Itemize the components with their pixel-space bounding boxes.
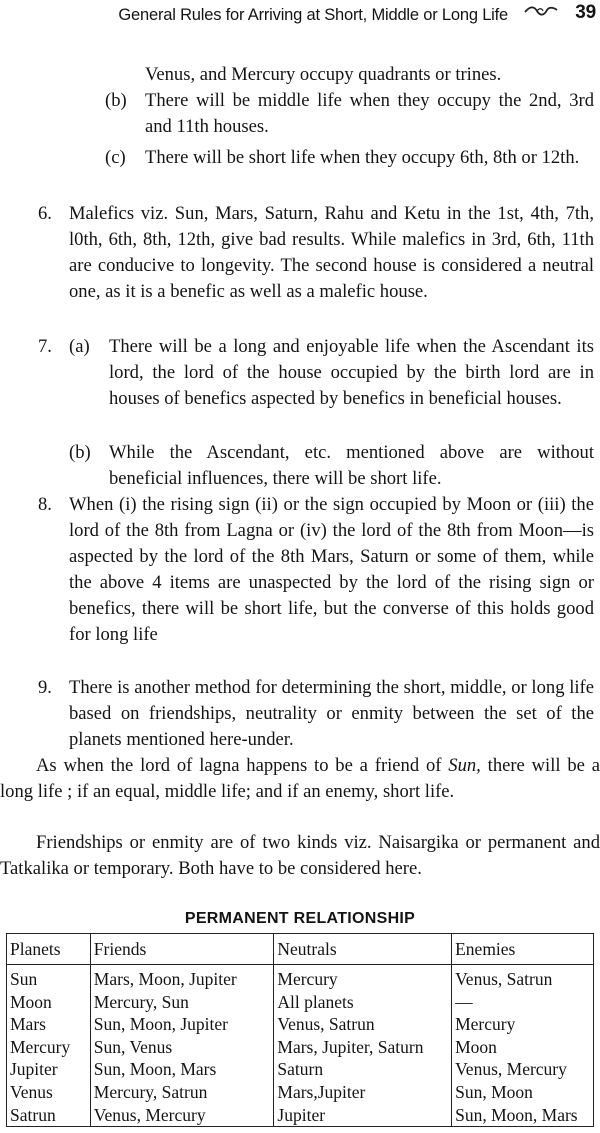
item-number: 6. xyxy=(38,203,52,224)
relationship-table xyxy=(6,933,594,1127)
cell-planet: Jupiter xyxy=(7,1058,91,1081)
cell-planet: Mercury xyxy=(7,1036,91,1059)
table-row xyxy=(7,1081,594,1104)
cell-friends: Mercury, Satrun xyxy=(90,1081,274,1104)
item-7 xyxy=(38,334,594,412)
column-header-enemies: Enemies xyxy=(452,934,594,965)
column-header-planets: Planets xyxy=(7,934,91,965)
cell-neutrals: Saturn xyxy=(274,1058,452,1081)
table-row xyxy=(7,1058,594,1081)
item-text: There is another method for determining the short, middle, or long life based on friendships, neutrality or enmity between the set of the planets mentioned here-under. xyxy=(69,677,594,750)
paragraph-text: there will be a long life ; if an equal, middle life; and if an enemy, short life. xyxy=(0,755,600,802)
cell-neutrals: All planets xyxy=(274,991,452,1014)
item-9 xyxy=(38,675,594,753)
item-number: 7. xyxy=(38,336,52,357)
item-7-b xyxy=(69,440,594,492)
cell-enemies: Moon xyxy=(452,1036,594,1059)
paragraph-lagna xyxy=(0,753,600,805)
item-label: (b) xyxy=(69,442,91,463)
item-8 xyxy=(38,492,594,648)
cell-planet: Satrun xyxy=(7,1104,91,1127)
cell-friends: Sun, Moon, Mars xyxy=(90,1058,274,1081)
item-text: While the Ascendant, etc. mentioned above are without beneficial influences, there will be short life. xyxy=(109,442,594,489)
cell-enemies: Venus, Mercury xyxy=(452,1058,594,1081)
paragraph-emphasis: Sun, xyxy=(448,755,481,776)
cell-enemies: Venus, Satrun xyxy=(452,965,594,991)
item-text: There will be middle life when they occupy the 2nd, 3rd and 11th houses. xyxy=(145,90,594,137)
table-row xyxy=(7,991,594,1014)
item-number: 9. xyxy=(38,677,52,698)
table-row xyxy=(7,1104,594,1127)
cell-friends: Mars, Moon, Jupiter xyxy=(90,965,274,991)
paragraph-text: As when the lord of lagna happens to be a friend of xyxy=(36,755,449,776)
cell-neutrals: Mercury xyxy=(274,965,452,991)
cell-friends: Sun, Venus xyxy=(90,1036,274,1059)
running-header xyxy=(0,0,600,26)
cell-enemies: Mercury xyxy=(452,1013,594,1036)
item-text: Malefics viz. Sun, Mars, Saturn, Rahu and Ketu in the 1st, 4th, 7th, l0th, 6th, 8th, 12th, give bad results. While malefics in 3rd, 6th, 11th are conducive to longevity. The second house is considered a neutral one, as it is a benefic as well as a malefic house. xyxy=(69,203,594,302)
table-title: PERMANENT RELATIONSHIP xyxy=(184,910,416,927)
table-row xyxy=(7,1036,594,1059)
cell-enemies: Sun, Moon xyxy=(452,1081,594,1104)
cell-planet: Venus xyxy=(7,1081,91,1104)
item-5-continuation xyxy=(145,62,594,88)
cell-planet: Moon xyxy=(7,991,91,1014)
table-row xyxy=(7,1013,594,1036)
item-number: 8. xyxy=(38,494,52,515)
paragraph-friendships: Friendships or enmity are of two kinds viz. Naisargika or permanent and Tatkalika or temporary. Both have to be considered here. xyxy=(0,832,600,879)
table-row xyxy=(7,965,594,991)
item-text: There will be short life when they occupy 6th, 8th or 12th. xyxy=(145,147,580,168)
cell-neutrals: Mars, Jupiter, Saturn xyxy=(274,1036,452,1059)
cell-planet: Sun xyxy=(7,965,91,991)
cell-neutrals: Jupiter xyxy=(274,1104,452,1127)
cell-neutrals: Mars,Jupiter xyxy=(274,1081,452,1104)
continuation-line: Venus, and Mercury occupy quadrants or trines. xyxy=(145,64,502,85)
column-header-friends: Friends xyxy=(90,934,274,965)
item-text: When (i) the rising sign (ii) or the sign occupied by Moon or (iii) the lord of the 8th from Lagna or (iv) the lord of the 8th from Moon—is aspected by the lord of the 8th Mars, Saturn or some of them, while the above 4 items are unaspected by the lord of the rising sign or benefics, there will be short life, but the converse of this holds good for long life xyxy=(69,494,594,645)
cell-friends: Venus, Mercury xyxy=(90,1104,274,1127)
item-text: There will be a long and enjoyable life when the Ascendant its lord, the lord of the house occupied by the birth lord are in houses of benefics aspected by benefics in beneficial houses. xyxy=(109,336,594,409)
swash-ornament-icon xyxy=(524,4,558,18)
chapter-title: General Rules for Arriving at Short, Middle or Long Life xyxy=(118,6,508,24)
item-label: (c) xyxy=(105,147,126,168)
cell-neutrals: Venus, Satrun xyxy=(274,1013,452,1036)
page-number: 39 xyxy=(575,2,596,23)
cell-enemies: — xyxy=(452,991,594,1014)
table-header-row xyxy=(7,934,594,965)
item-6 xyxy=(38,201,594,305)
item-5-b xyxy=(105,88,594,140)
item-5-c xyxy=(105,145,594,171)
cell-friends: Sun, Moon, Jupiter xyxy=(90,1013,274,1036)
item-label: (b) xyxy=(105,90,127,111)
cell-enemies: Sun, Moon, Mars xyxy=(452,1104,594,1127)
item-label: (a) xyxy=(69,336,90,357)
cell-planet: Mars xyxy=(7,1013,91,1036)
column-header-neutrals: Neutrals xyxy=(274,934,452,965)
cell-friends: Mercury, Sun xyxy=(90,991,274,1014)
